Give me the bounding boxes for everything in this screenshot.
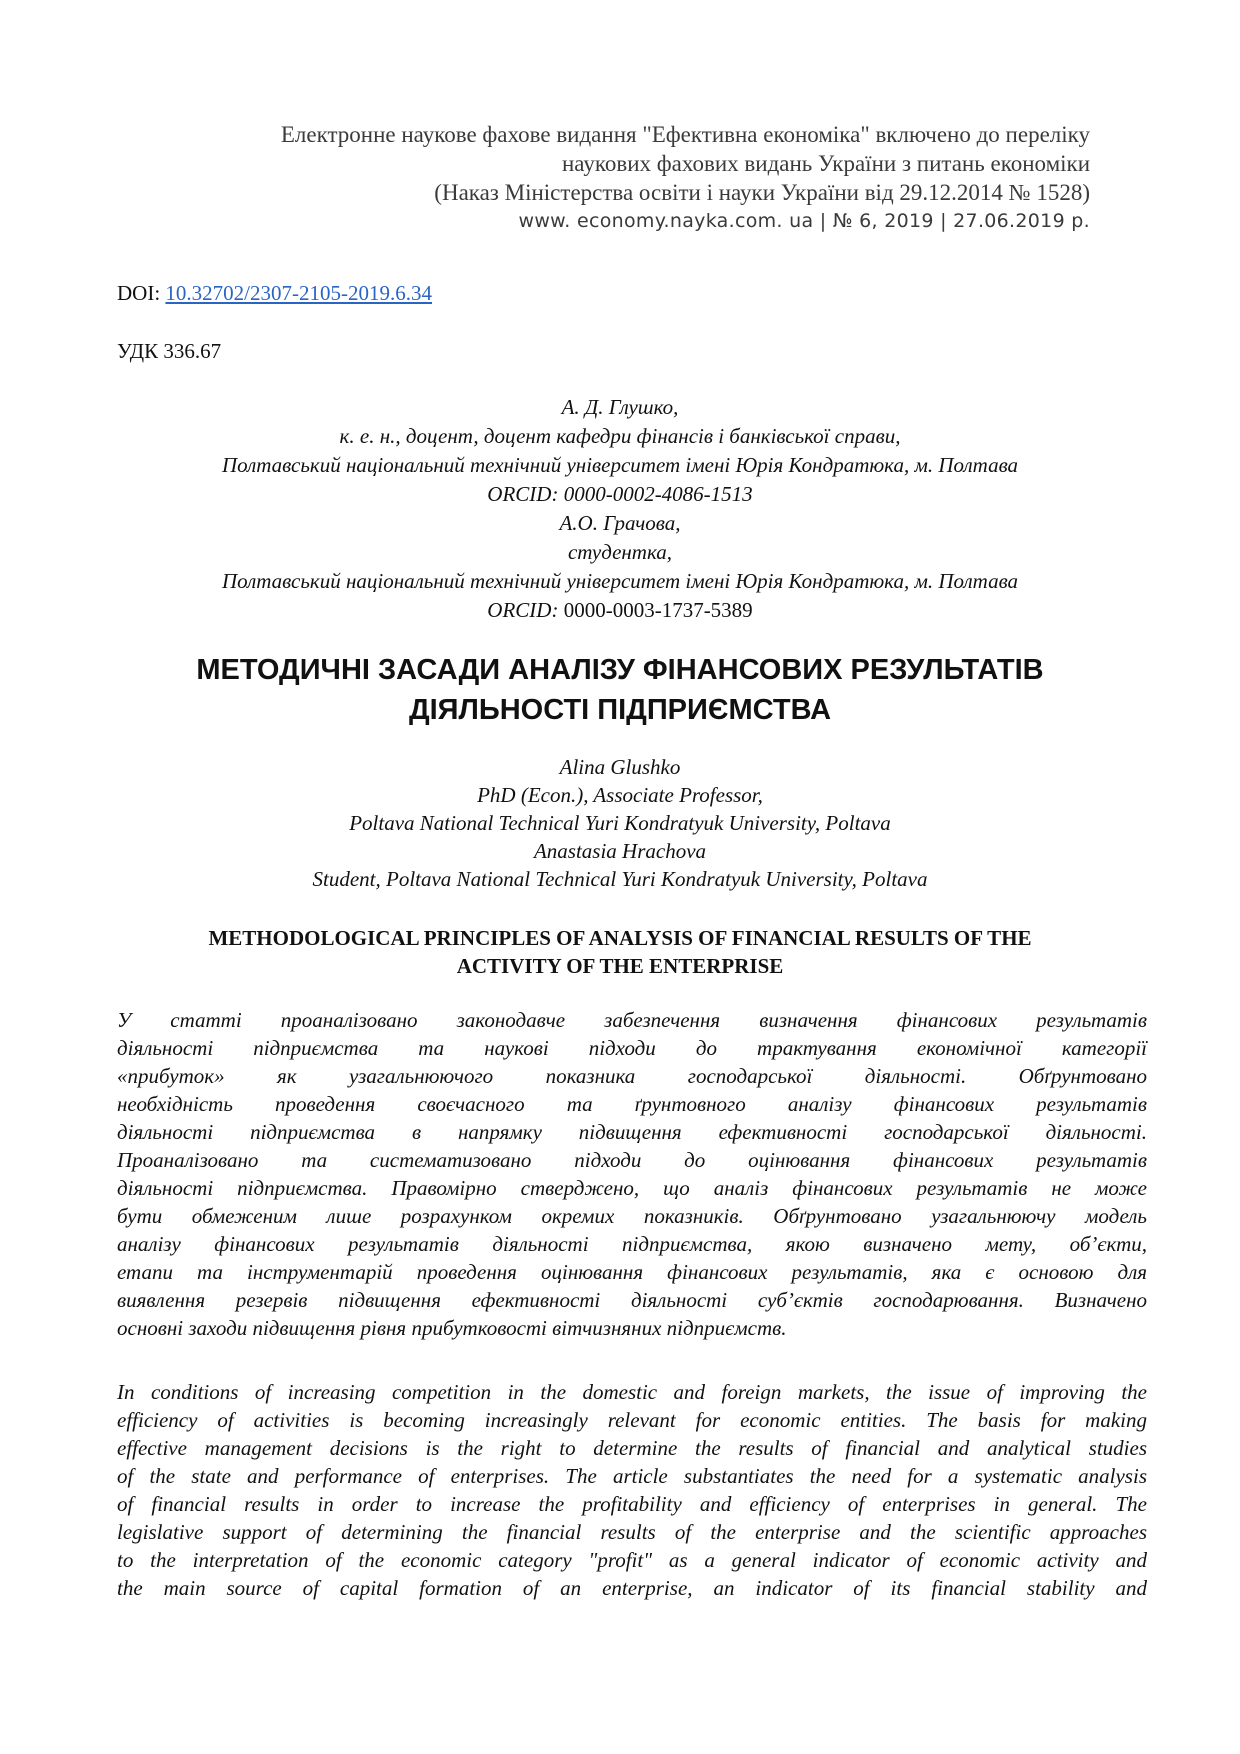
abstract-line: виявлення резервів підвищення ефективності діяльності суб’єктів господарювання. Визначено (117, 1288, 1147, 1312)
abstract-line: основні заходи підвищення рівня прибутковості вітчизняних підприємств. (117, 1316, 787, 1340)
author-affiliation: Полтавський національний технічний університет імені Юрія Кондратюка, м. Полтава (221, 453, 1019, 477)
journal-header-line: наукових фахових видань України з питань економіки (561, 151, 1090, 176)
author-affiliation: Poltava National Technical Yuri Kondratyuk University, Poltava (349, 811, 891, 835)
abstract-line: діяльності підприємства. Правомірно стверджено, що аналіз фінансових результатів не може (117, 1176, 1147, 1200)
title-line: МЕТОДИЧНІ ЗАСАДИ АНАЛІЗУ ФІНАНСОВИХ РЕЗУЛЬТАТІВ (196, 654, 1044, 686)
title-line: ACTIVITY OF THE ENTERPRISE (456, 954, 784, 978)
abstract-english (117, 1378, 1147, 1602)
author-orcid (0, 596, 1240, 625)
abstract-line: of financial results in order to increase the profitability and efficiency of enterprises in general. The (117, 1492, 1147, 1516)
doi-line (117, 281, 432, 306)
abstract-line: In conditions of increasing competition in the domestic and foreign markets, the issue of improving the (117, 1380, 1147, 1404)
abstract-line: етапи та інструментарій проведення оцінювання фінансових результатів, яка є основою для (117, 1260, 1147, 1284)
author-position: к. е. н., доцент, доцент кафедри фінансів і банківської справи, (339, 424, 901, 448)
orcid-label: ORCID: (487, 598, 559, 622)
abstract-line: of the state and performance of enterprises. The article substantiates the need for a systematic analysis (117, 1464, 1147, 1488)
abstract-line: «прибуток» як узагальнюючого показника господарської діяльності. Обґрунтовано (117, 1064, 1147, 1088)
journal-header (90, 120, 1090, 236)
abstract-line: бути обмеженим лише розрахунком окремих показників. Обґрунтовано узагальнюючу модель (117, 1204, 1147, 1228)
abstract-line: діяльності підприємства в напрямку підвищення ефективності господарської діяльності. (117, 1120, 1147, 1144)
journal-header-line: Електронне наукове фахове видання "Ефективна економіка" включено до переліку (280, 122, 1090, 147)
author-position: студентка, (567, 540, 673, 564)
author-name: А.О. Грачова, (559, 511, 681, 535)
abstract-line: аналізу фінансових результатів діяльності підприємства, якою визначено мету, об’єкти, (117, 1232, 1147, 1256)
title-line: ДІЯЛЬНОСТІ ПІДПРИЄМСТВА (408, 694, 832, 726)
udk-code: УДК 336.67 (117, 339, 222, 363)
abstract-line: the main source of capital formation of an enterprise, an indicator of its financial stability and (117, 1576, 1147, 1600)
abstract-line: необхідність проведення своєчасного та ґрунтовного аналізу фінансових результатів (117, 1092, 1147, 1116)
journal-website-issue: www. economy.nayka.com. ua | № 6, 2019 | 27.06.2019 р. (518, 210, 1090, 232)
abstract-line: to the interpretation of the economic category "profit" as a general indicator of economic activity and (117, 1548, 1147, 1572)
author-position: PhD (Econ.), Associate Professor, (477, 783, 763, 807)
authors-english (0, 753, 1240, 893)
abstract-line: effective management decisions is the right to determine the results of financial and analytical studies (117, 1436, 1147, 1460)
abstract-line: efficiency of activities is becoming increasingly relevant for economic entities. The basis for making (117, 1408, 1147, 1432)
journal-header-line: (Наказ Міністерства освіти і науки України від 29.12.2014 № 1528) (434, 180, 1090, 205)
authors-ukrainian (0, 393, 1240, 625)
author-name: А. Д. Глушко, (561, 395, 679, 419)
orcid-value: 0000-0003-1737-5389 (558, 598, 753, 622)
paper-title-ukrainian (0, 650, 1240, 730)
doi-link[interactable]: 10.32702/2307-2105-2019.6.34 (165, 281, 432, 305)
author-name: Alina Glushko (559, 755, 681, 779)
author-affiliation: Student, Poltava National Technical Yuri Kondratyuk University, Poltava (312, 867, 928, 891)
abstract-ukrainian (117, 1006, 1147, 1342)
abstract-line: legislative support of determining the financial results of the enterprise and the scientific approaches (117, 1520, 1147, 1544)
author-affiliation: Полтавський національний технічний університет імені Юрія Кондратюка, м. Полтава (221, 569, 1019, 593)
paper-title-english (120, 924, 1120, 980)
abstract-line: У статті проаналізовано законодавче забезпечення визначення фінансових результатів (117, 1008, 1147, 1032)
doi-label: DOI: (117, 281, 166, 305)
title-line: METHODOLOGICAL PRINCIPLES OF ANALYSIS OF FINANCIAL RESULTS OF THE (208, 926, 1032, 950)
author-name: Anastasia Hrachova (533, 839, 707, 863)
abstract-line: діяльності підприємства та наукові підходи до трактування економічної категорії (117, 1036, 1147, 1060)
abstract-line: Проаналізовано та систематизовано підходи до оцінювання фінансових результатів (117, 1148, 1147, 1172)
author-orcid: ORCID: 0000-0002-4086-1513 (487, 482, 753, 506)
